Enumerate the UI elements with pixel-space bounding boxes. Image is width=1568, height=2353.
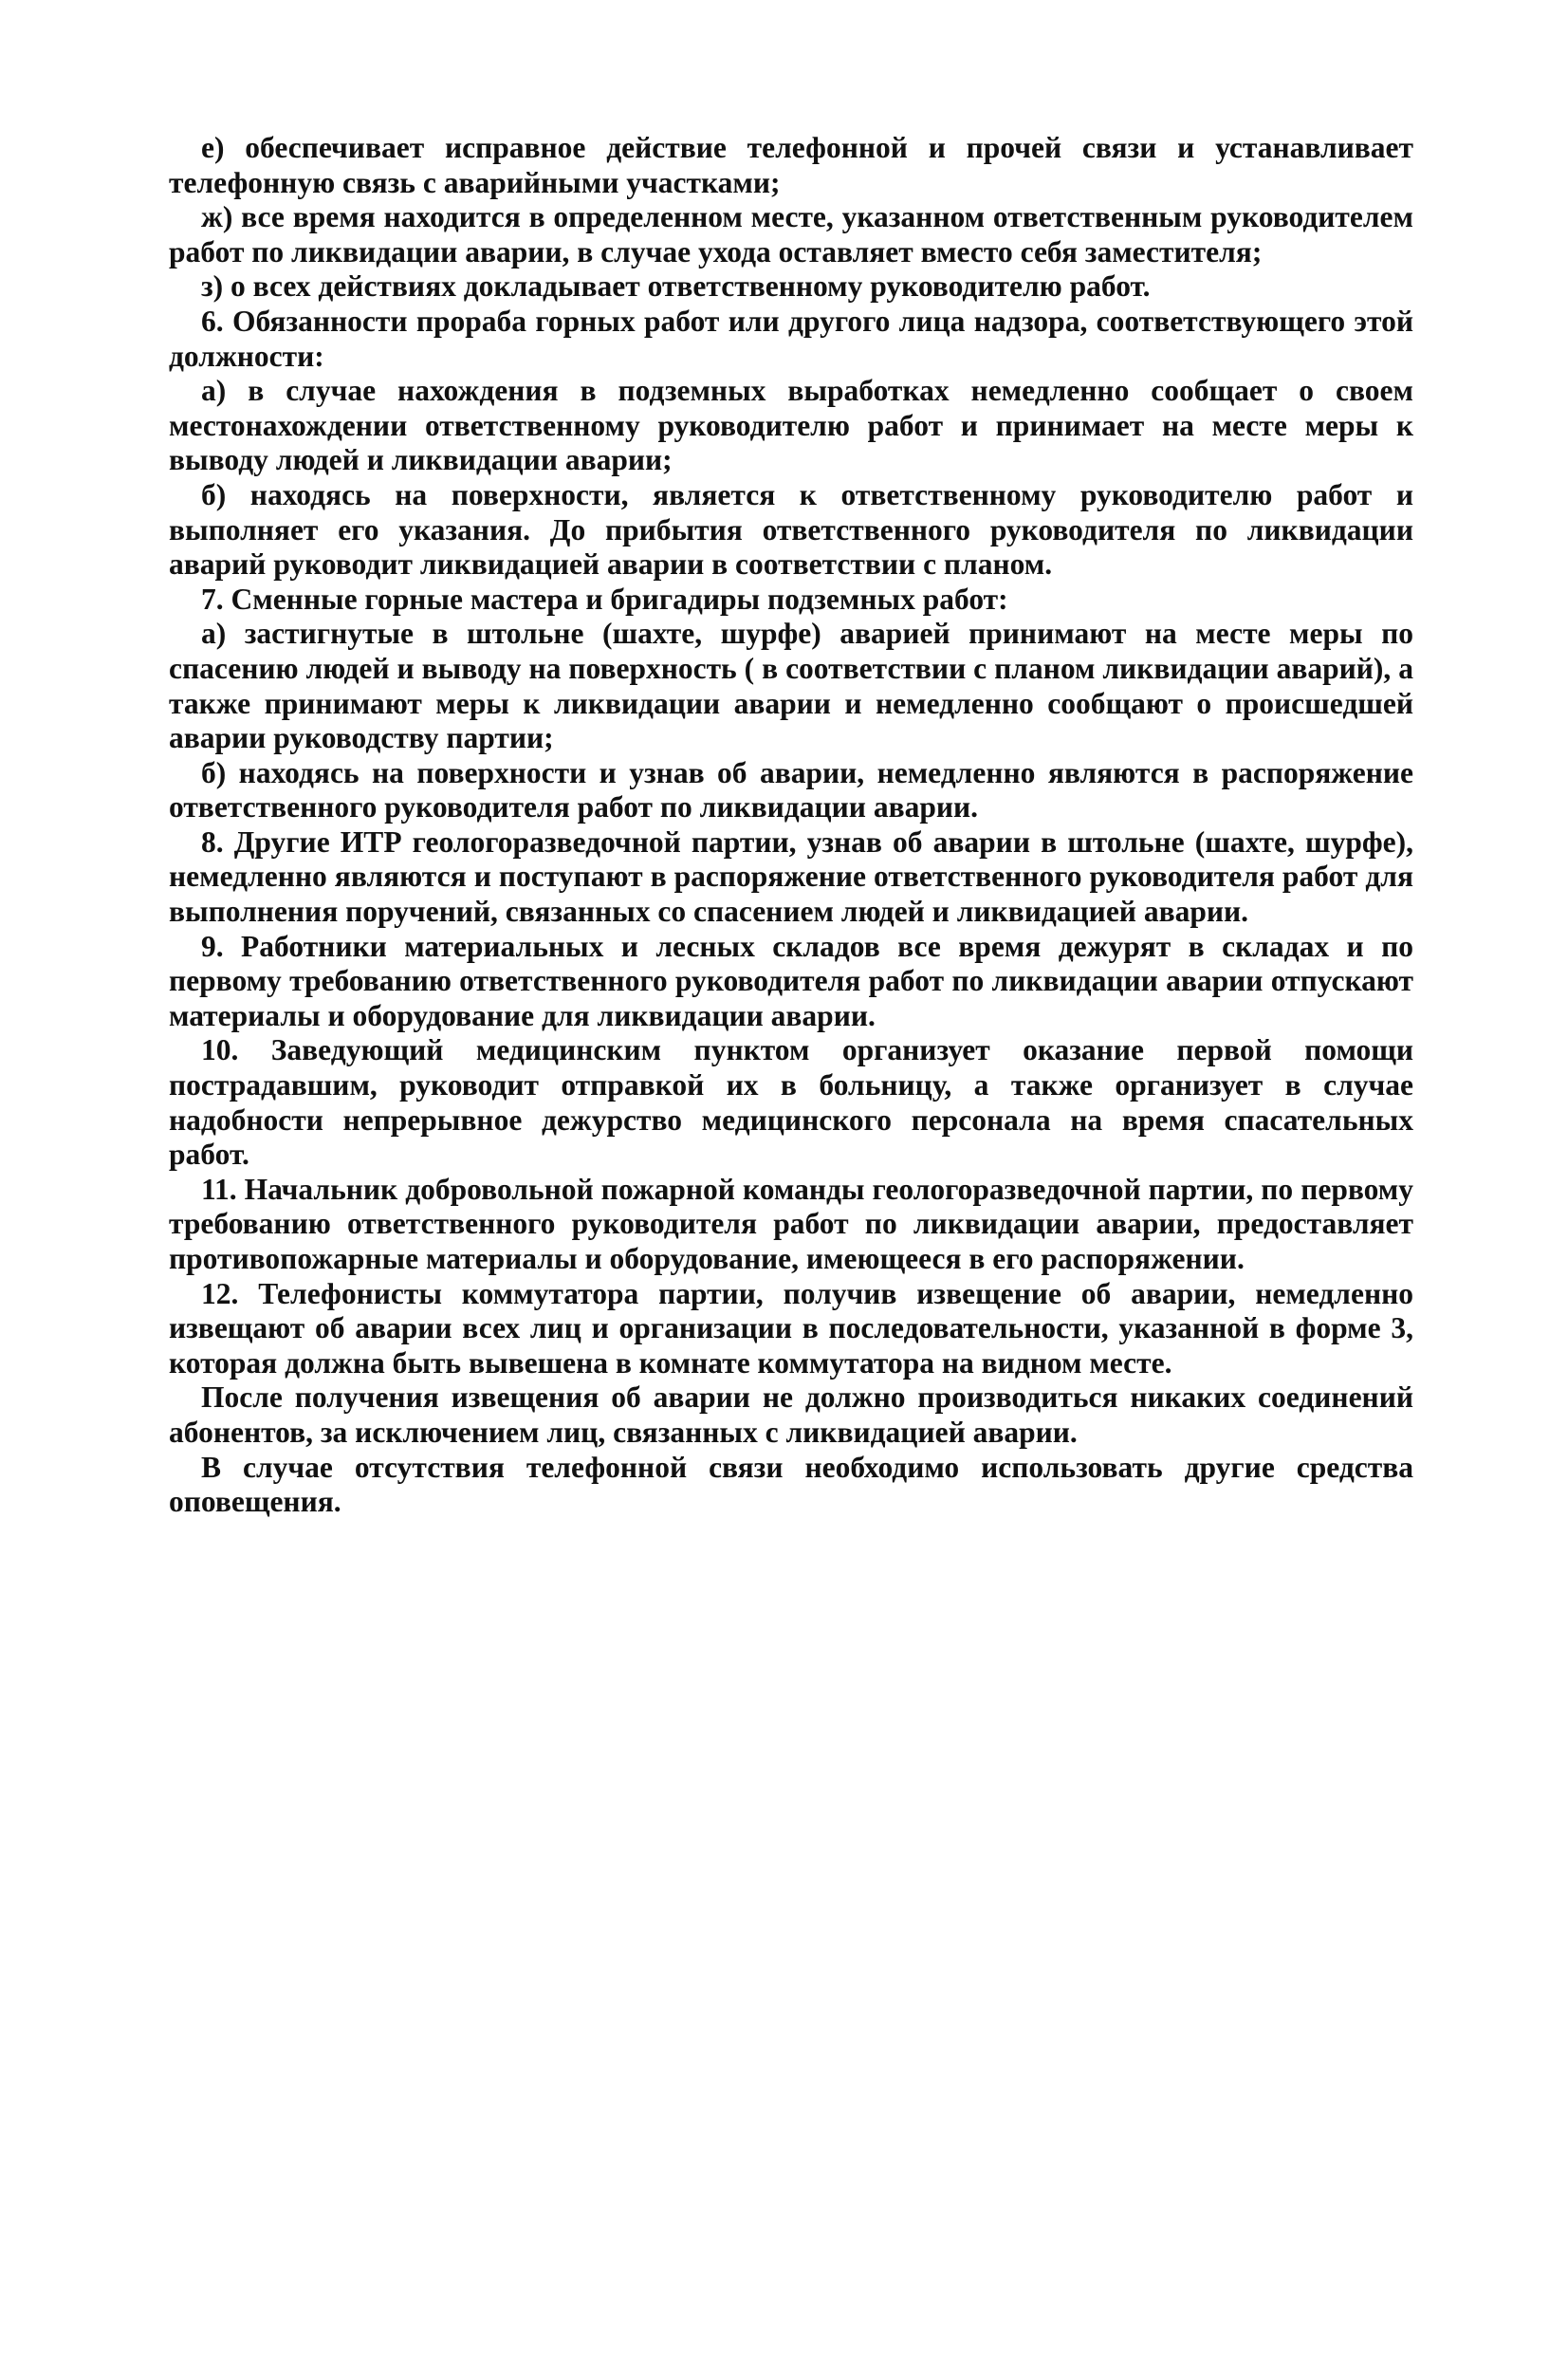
paragraph-e: е) обеспечивает исправное действие телефонной и прочей связи и устанавливает телефонную связь с аварийными участками; — [169, 131, 1413, 199]
paragraph-8: 8. Другие ИТР геологоразведочной партии, узнав об аварии в штольне (шахте, шурфе), немедленно являются и поступают в распоряжение ответственного руководителя работ для выполнения поручений, связанных со спасением людей и ликвидацией аварии. — [169, 824, 1413, 929]
paragraph-no-phone: В случае отсутствия телефонной связи необходимо использовать другие средства оповещения. — [169, 1450, 1413, 1519]
paragraph-7a: а) застигнутые в штольне (шахте, шурфе) аварией принимают на месте меры по спасению людей и выводу на поверхность ( в соответствии с планом ликвидации аварий), а также принимают меры к ликвидации аварии и немедленно сообщают о происшедшей аварии руководству партии; — [169, 617, 1413, 755]
paragraph-12: 12. Телефонисты коммутатора партии, получив извещение об аварии, немедленно извещают об аварии всех лиц и организации в последовательности, указанной в форме 3, которая должна быть вывешена в комнате коммутатора на видном месте. — [169, 1276, 1413, 1380]
paragraph-7b: б) находясь на поверхности и узнав об аварии, немедленно являются в распоряжение ответственного руководителя работ по ликвидации аварии. — [169, 755, 1413, 824]
paragraph-zh: ж) все время находится в определенном месте, указанном ответственным руководителем работ по ликвидации аварии, в случае ухода оставляет вместо себя заместителя; — [169, 200, 1413, 269]
paragraph-7: 7. Сменные горные мастера и бригадиры подземных работ: — [201, 582, 1008, 616]
paragraph-6b: б) находясь на поверхности, является к ответственному руководителю работ и выполняет его указания. До прибытия ответственного руководителя по ликвидации аварий руководит ликвидацией аварии в соответствии с планом. — [169, 477, 1413, 582]
paragraph-9: 9. Работники материальных и лесных складов все время дежурят в складах и по первому требованию ответственного руководителя работ по ликвидации аварии отпускают материалы и оборудование для ликвидации аварии. — [169, 929, 1413, 1032]
paragraph-10: 10. Заведующий медицинским пунктом организует оказание первой помощи пострадавшим, руководит отправкой их в больницу, а также организует в случае надобности непрерывное дежурство медицинского персонала на время спасательных работ. — [169, 1033, 1413, 1172]
paragraph-z: з) о всех действиях докладывает ответственному руководителю работ. — [201, 269, 1151, 304]
paragraph-6a: а) в случае нахождения в подземных выработках немедленно сообщает о своем местонахождении ответственному руководителю работ и принимает на месте меры к выводу людей и ликвидации аварии; — [169, 374, 1413, 477]
paragraph-6: 6. Обязанности прораба горных работ или другого лица надзора, соответствующего этой должности: — [169, 304, 1413, 373]
document-page — [169, 131, 1413, 1520]
paragraph-after-notice: После получения извещения об аварии не должно производиться никаких соединений абонентов, за исключением лиц, связанных с ликвидацией аварии. — [169, 1380, 1413, 1449]
paragraph-11: 11. Начальник добровольной пожарной команды геологоразведочной партии, по первому требованию ответственного руководителя работ по ликвидации аварии, предоставляет противопожарные материалы и оборудование, имеющееся в его распоряжении. — [169, 1172, 1413, 1275]
